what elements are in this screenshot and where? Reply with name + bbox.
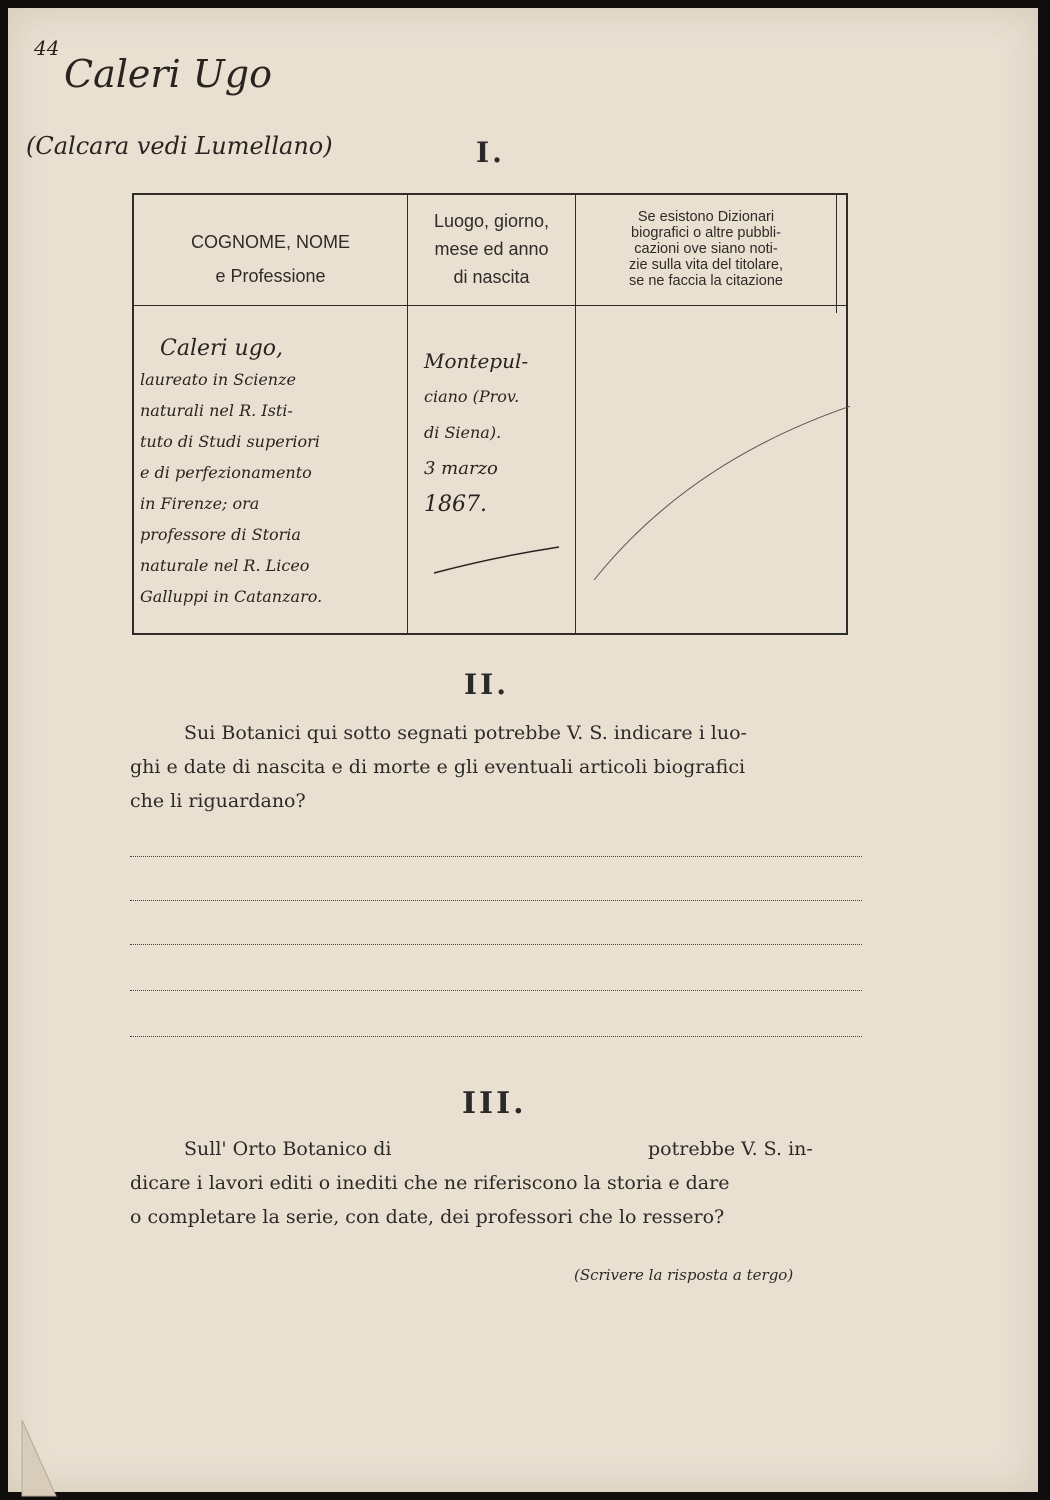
header-text: e Professione — [215, 266, 326, 286]
header-text: cazioni ove siano noti- — [634, 241, 778, 257]
answer-line[interactable] — [130, 1036, 862, 1037]
handwritten-number: 44 — [34, 36, 60, 60]
section-one-heading: I. — [476, 136, 505, 169]
entry-line: tuto di Studi superiori — [140, 432, 320, 451]
entry-line: ciano (Prov. — [424, 387, 520, 406]
answer-line[interactable] — [130, 900, 862, 901]
handwritten-name: Caleri Ugo — [64, 52, 272, 96]
paragraph-line: o completare la serie, con date, dei professori che lo ressero? — [130, 1206, 725, 1228]
answer-line[interactable] — [130, 856, 862, 857]
paragraph-line: che li riguardano? — [130, 790, 306, 812]
torn-corner — [8, 1418, 68, 1498]
paragraph-fragment: potrebbe V. S. in- — [648, 1138, 813, 1160]
paragraph-line — [130, 1132, 870, 1166]
paragraph-line: ghi e date di nascita e di morte e gli eventuali articoli biografici — [130, 756, 746, 778]
entry-line: naturali nel R. Isti- — [140, 401, 293, 420]
header-text: biografici o altre pubbli- — [631, 225, 781, 241]
footer-note: (Scrivere la risposta a tergo) — [574, 1266, 794, 1284]
header-text: COGNOME, NOME — [190, 232, 350, 252]
entry-line: laureato in Scienze — [140, 370, 296, 389]
header-text: zie sulla vita del titolare, — [629, 257, 783, 273]
paragraph-fragment: Sull' Orto Botanico di — [184, 1138, 392, 1160]
paragraph-line: dicare i lavori editi o inediti che ne riferiscono la storia e dare — [130, 1172, 730, 1194]
entry-line: Montepul- — [424, 349, 529, 373]
header-text: Se esistono Dizionari — [637, 209, 775, 225]
form-sheet — [8, 8, 1038, 1492]
entry-line: naturale nel R. Liceo — [140, 556, 310, 575]
entry-line: 1867. — [424, 492, 487, 517]
section-three-heading: III. — [462, 1086, 527, 1121]
section-two-text — [130, 716, 870, 818]
paragraph-line: Sui Botanici qui sotto segnati potrebbe V. S. indicare i luo- — [184, 722, 747, 744]
answer-line[interactable] — [130, 990, 862, 991]
section-two-heading: II. — [464, 668, 509, 701]
entry-line: Caleri ugo, — [160, 336, 284, 361]
header-text: Luogo, giorno, — [433, 211, 550, 231]
handwritten-place: (Calcara vedi Lumellano) — [26, 132, 333, 160]
header-text: mese ed anno — [434, 239, 549, 259]
entry-line: e di perfezionamento — [140, 463, 312, 482]
entry-line: professore di Storia — [140, 525, 301, 544]
entry-line: in Firenze; ora — [140, 494, 260, 513]
entry-line: 3 marzo — [424, 458, 498, 479]
header-text: se ne faccia la citazione — [629, 273, 783, 289]
answer-line[interactable] — [130, 944, 862, 945]
entry-line: di Siena). — [424, 423, 502, 442]
header-text: di nascita — [453, 267, 530, 287]
entry-line: Galluppi in Catanzaro. — [140, 587, 323, 606]
bio-table — [132, 193, 848, 635]
pen-strokes — [134, 195, 850, 637]
section-three-text — [130, 1132, 870, 1234]
